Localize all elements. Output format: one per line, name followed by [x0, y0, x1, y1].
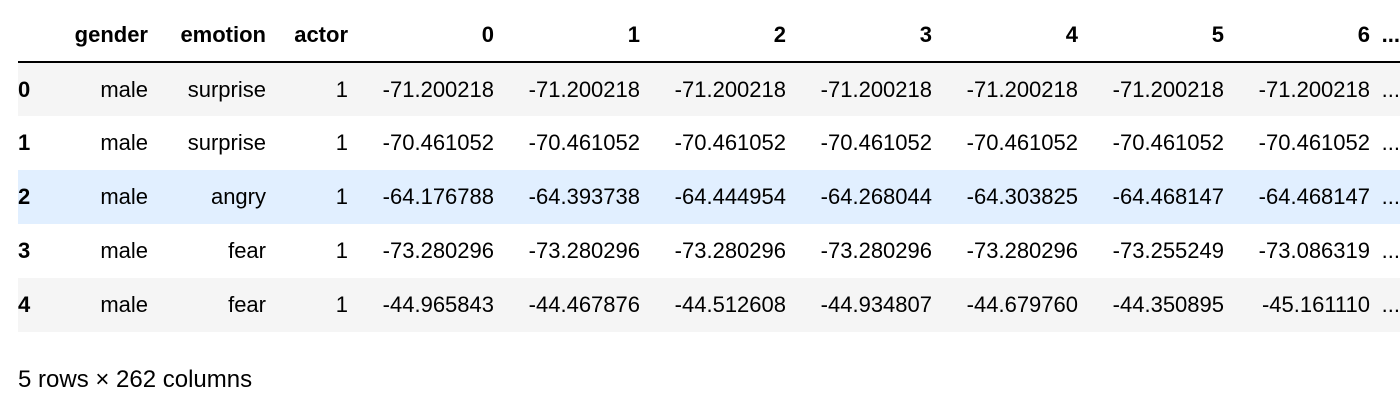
cell-value: -64.176788	[382, 184, 494, 209]
cell-gender: male	[100, 130, 148, 155]
cell-value: -44.350895	[1112, 292, 1224, 317]
row-index: 3	[18, 238, 31, 263]
cell-value: -64.468147	[1112, 184, 1224, 209]
cell-emotion: angry	[210, 184, 266, 209]
cell-value: -73.280296	[528, 238, 640, 263]
cell-value: -71.200218	[1112, 76, 1224, 102]
column-header-2: 2	[640, 8, 786, 62]
cell-gender: male	[100, 292, 148, 317]
dataframe-output	[18, 8, 1400, 332]
cell-emotion: surprise	[187, 76, 266, 102]
cell-value: -44.512608	[674, 292, 786, 317]
cell-value: -44.965843	[382, 292, 494, 317]
column-header-gender: gender	[68, 8, 148, 62]
table-row	[18, 224, 1400, 278]
index-header	[18, 8, 68, 62]
cell-value: -64.268044	[820, 184, 932, 209]
cell-value: -44.934807	[820, 292, 932, 317]
cell-ellipsis: ...	[1381, 238, 1400, 263]
cell-value: -64.444954	[674, 184, 786, 209]
cell-value: -45.161110	[1261, 292, 1370, 317]
column-header-0: 0	[348, 8, 494, 62]
cell-value: -73.280296	[820, 238, 932, 263]
row-index: 1	[18, 130, 31, 155]
column-header-5: 5	[1078, 8, 1224, 62]
cell-value: -44.679760	[966, 292, 1078, 317]
cell-value: -70.461052	[1258, 130, 1370, 155]
cell-ellipsis: ...	[1381, 130, 1400, 155]
cell-emotion: surprise	[187, 130, 266, 155]
cell-value: -44.467876	[528, 292, 640, 317]
table-header-row	[18, 8, 1400, 62]
column-header-6: 6	[1224, 8, 1370, 62]
cell-value: -73.086319	[1258, 238, 1370, 263]
table-row-hovered	[18, 170, 1400, 224]
row-index: 4	[18, 292, 31, 317]
table-row	[18, 278, 1400, 332]
cell-value: -71.200218	[1258, 76, 1370, 102]
column-header-actor: actor	[266, 8, 348, 62]
cell-actor: 1	[335, 76, 348, 102]
cell-value: -73.280296	[674, 238, 786, 263]
column-header-ellipsis: ...	[1370, 8, 1400, 62]
cell-value: -73.280296	[966, 238, 1078, 263]
column-header-4: 4	[932, 8, 1078, 62]
dataframe-table	[18, 8, 1400, 332]
cell-actor: 1	[335, 184, 348, 209]
row-index: 2	[18, 184, 31, 209]
column-header-3: 3	[786, 8, 932, 62]
cell-emotion: fear	[228, 292, 266, 317]
cell-ellipsis: ...	[1381, 76, 1400, 102]
row-index: 0	[18, 76, 31, 102]
cell-value: -70.461052	[674, 130, 786, 155]
cell-value: -64.468147	[1258, 184, 1370, 209]
cell-gender: male	[100, 184, 148, 209]
cell-value: -70.461052	[1112, 130, 1224, 155]
table-row	[18, 62, 1400, 116]
cell-value: -64.303825	[966, 184, 1078, 209]
cell-actor: 1	[335, 292, 348, 317]
cell-value: -70.461052	[382, 130, 494, 155]
cell-value: -64.393738	[528, 184, 640, 209]
cell-value: -70.461052	[528, 130, 640, 155]
cell-gender: male	[100, 238, 148, 263]
cell-ellipsis: ...	[1381, 184, 1400, 209]
cell-value: -71.200218	[820, 76, 932, 102]
cell-value: -70.461052	[820, 130, 932, 155]
cell-ellipsis: ...	[1381, 292, 1400, 317]
table-row	[18, 116, 1400, 170]
cell-value: -70.461052	[966, 130, 1078, 155]
cell-value: -73.255249	[1112, 238, 1224, 263]
cell-value: -73.280296	[382, 238, 494, 263]
column-header-emotion: emotion	[148, 8, 266, 62]
cell-actor: 1	[335, 130, 348, 155]
cell-value: -71.200218	[382, 76, 494, 102]
cell-value: -71.200218	[528, 76, 640, 102]
cell-value: -71.200218	[674, 76, 786, 102]
cell-emotion: fear	[228, 238, 266, 263]
cell-actor: 1	[335, 238, 348, 263]
cell-value: -71.200218	[966, 76, 1078, 102]
dataframe-shape-note: 5 rows × 262 columns	[18, 366, 253, 393]
column-header-1: 1	[494, 8, 640, 62]
cell-gender: male	[100, 76, 148, 102]
